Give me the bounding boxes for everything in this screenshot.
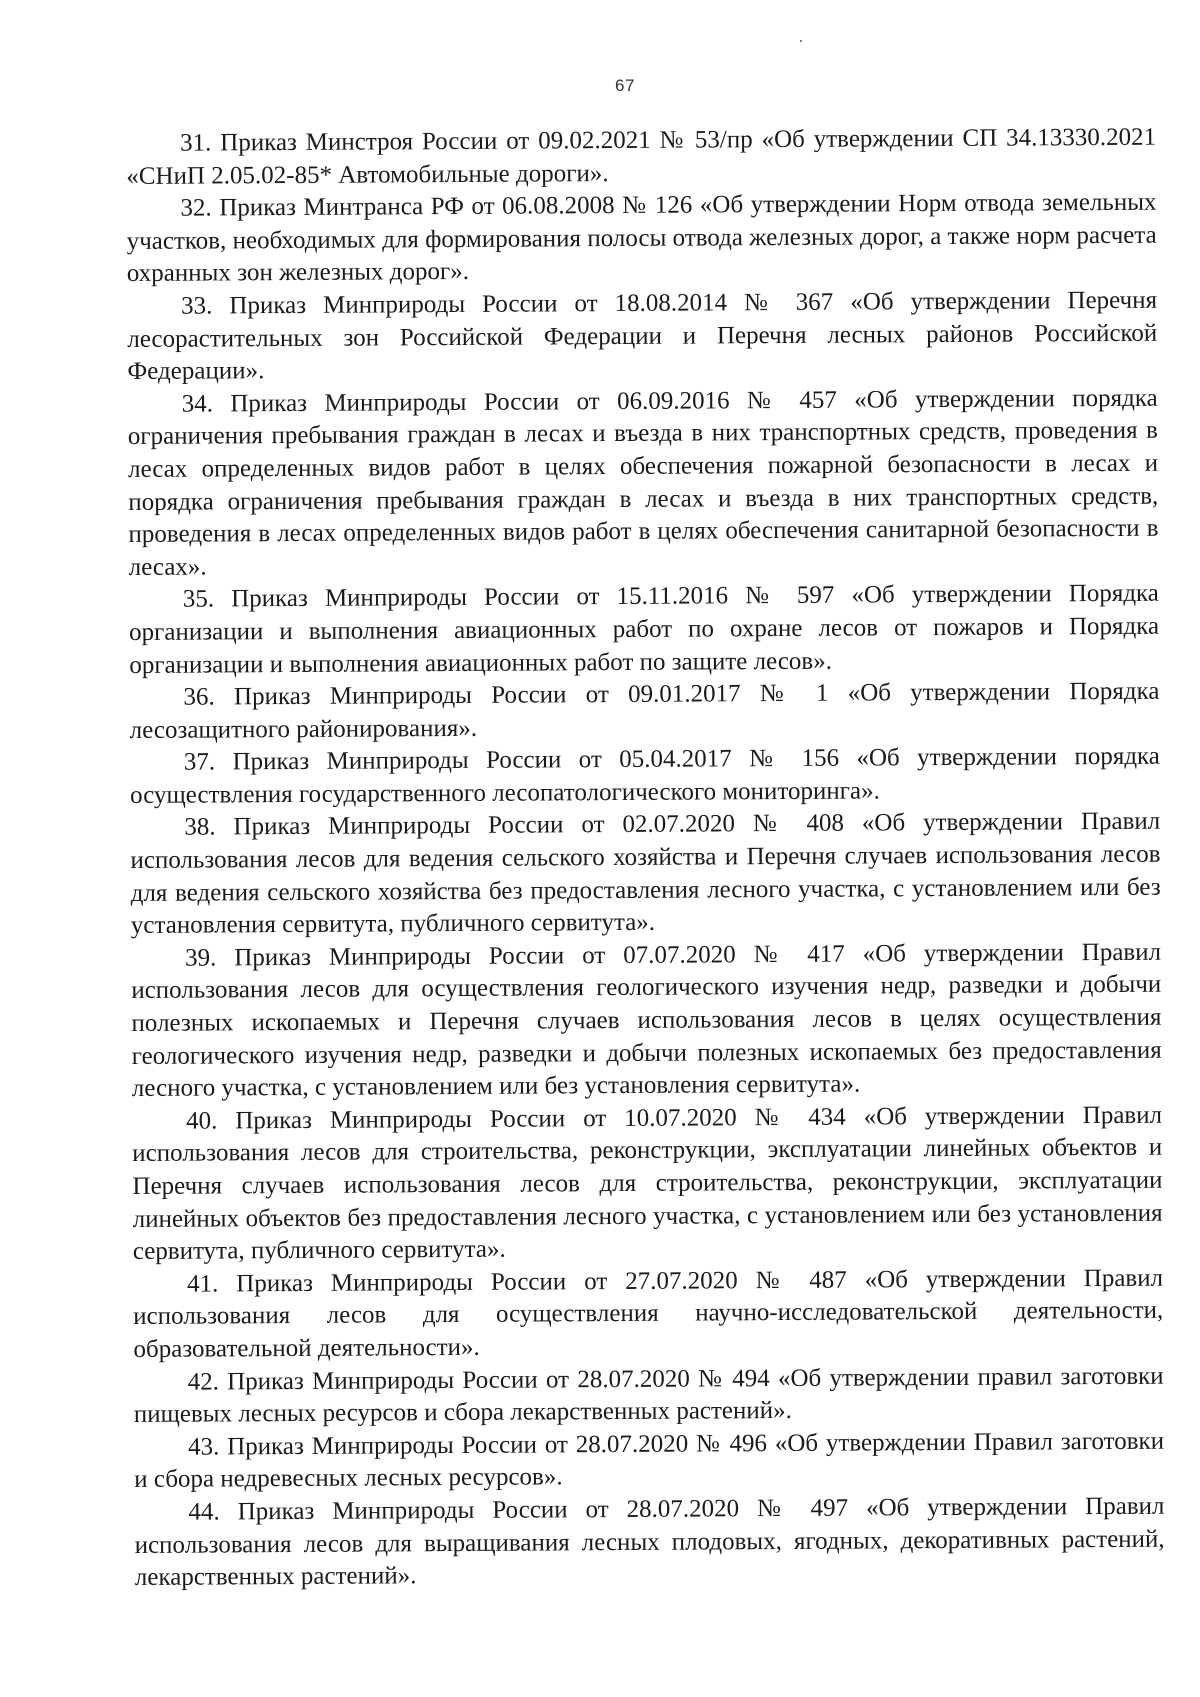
list-item: 44. Приказ Минприроды России от 28.07.2020 № 497 «Об утверждении Правил использования лесов для выращивания лесных плодовых, ягодных, декоративных растений, лекарственных растений».: [134, 1492, 1165, 1592]
list-item: 43. Приказ Минприроды России от 28.07.2020 № 496 «Об утверждении Правил заготовки и сбора недревесных лесных ресурсов».: [134, 1427, 1165, 1494]
list-item: 31. Приказ Минстроя России от 09.02.2021 № 53/пр «Об утверждении СП 34.13330.2021 «СНиП 2.05.02-85* Автомобильные дороги».: [126, 123, 1157, 190]
regulation-list: [126, 122, 1165, 1595]
list-item: 42. Приказ Минприроды России от 28.07.2020 № 494 «Об утверждении правил заготовки пищевых лесных ресурсов и сбора лекарственных растений».: [133, 1362, 1164, 1429]
list-item: 37. Приказ Минприроды России от 05.04.2017 № 156 «Об утверждении порядка осуществления государственного лесопатологического мониторинга».: [129, 742, 1160, 809]
list-item: 35. Приказ Минприроды России от 15.11.2016 № 597 «Об утверждении Порядка организации и выполнения авиационных работ по охране лесов от пожаров и Порядка организации и выполнения авиационных работ по защите лесов».: [128, 580, 1160, 679]
list-item: 41. Приказ Минприроды России от 27.07.2020 № 487 «Об утверждении Правил использования лесов для осуществления научно-исследовательской деятельности, образовательной деятельности».: [133, 1264, 1164, 1363]
page-number: 67: [615, 76, 635, 95]
list-item: 34. Приказ Минприроды России от 06.09.2016 № 457 «Об утверждении порядка ограничения пребывания граждан в лесах и въезда в них транспортных средств, проведения в лесах определенных видов работ в целях обеспечения пожарной безопасности в лесах и порядка ограничения пребывания граждан в лесах и въезда в них транспортных средств, проведения в лесах определенных видов работ в целях обеспечения санитарной безопасности в лесах».: [127, 384, 1159, 581]
list-item: 38. Приказ Минприроды России от 02.07.2020 № 408 «Об утверждении Правил использования лесов для ведения сельского хозяйства и Перечня случаев использования лесов для ведения сельского хозяйства без предоставления лесного участка, с установлением или без установления сервитута, публичного сервитута».: [130, 808, 1161, 940]
list-item: 40. Приказ Минприроды России от 10.07.2020 № 434 «Об утверждении Правил использования лесов для строительства, реконструкции, эксплуатации линейных объектов и Перечня случаев использования лесов для строительства, реконструкции, эксплуатации линейных объектов без предоставления лесного участка, с установлением или без установления сервитута, публичного сервитута».: [132, 1101, 1163, 1266]
list-item: 39. Приказ Минприроды России от 07.07.2020 № 417 «Об утверждении Правил использования лесов для осуществления геологического изучения недр, разведки и добычи полезных ископаемых и Перечня случаев использования лесов в целях осуществления геологического изучения недр, разведки и добычи полезных ископаемых без предоставления лесного участка, с установлением или без установления сервитута».: [131, 938, 1162, 1103]
scan-speck: [800, 40, 802, 42]
list-item: 33. Приказ Минприроды России от 18.08.2014 № 367 «Об утверждении Перечня лесорастительных зон Российской Федерации и Перечня лесных районов Российской Федерации».: [127, 286, 1158, 386]
list-item: 36. Приказ Минприроды России от 09.01.2017 № 1 «Об утверждении Порядка лесозащитного районирования».: [129, 677, 1160, 744]
list-item: 32. Приказ Минтранса РФ от 06.08.2008 № 126 «Об утверждении Норм отвода земельных участков, необходимых для формирования полосы отвода железных дорог, а также норм расчета охранных зон железных дорог».: [126, 188, 1157, 288]
